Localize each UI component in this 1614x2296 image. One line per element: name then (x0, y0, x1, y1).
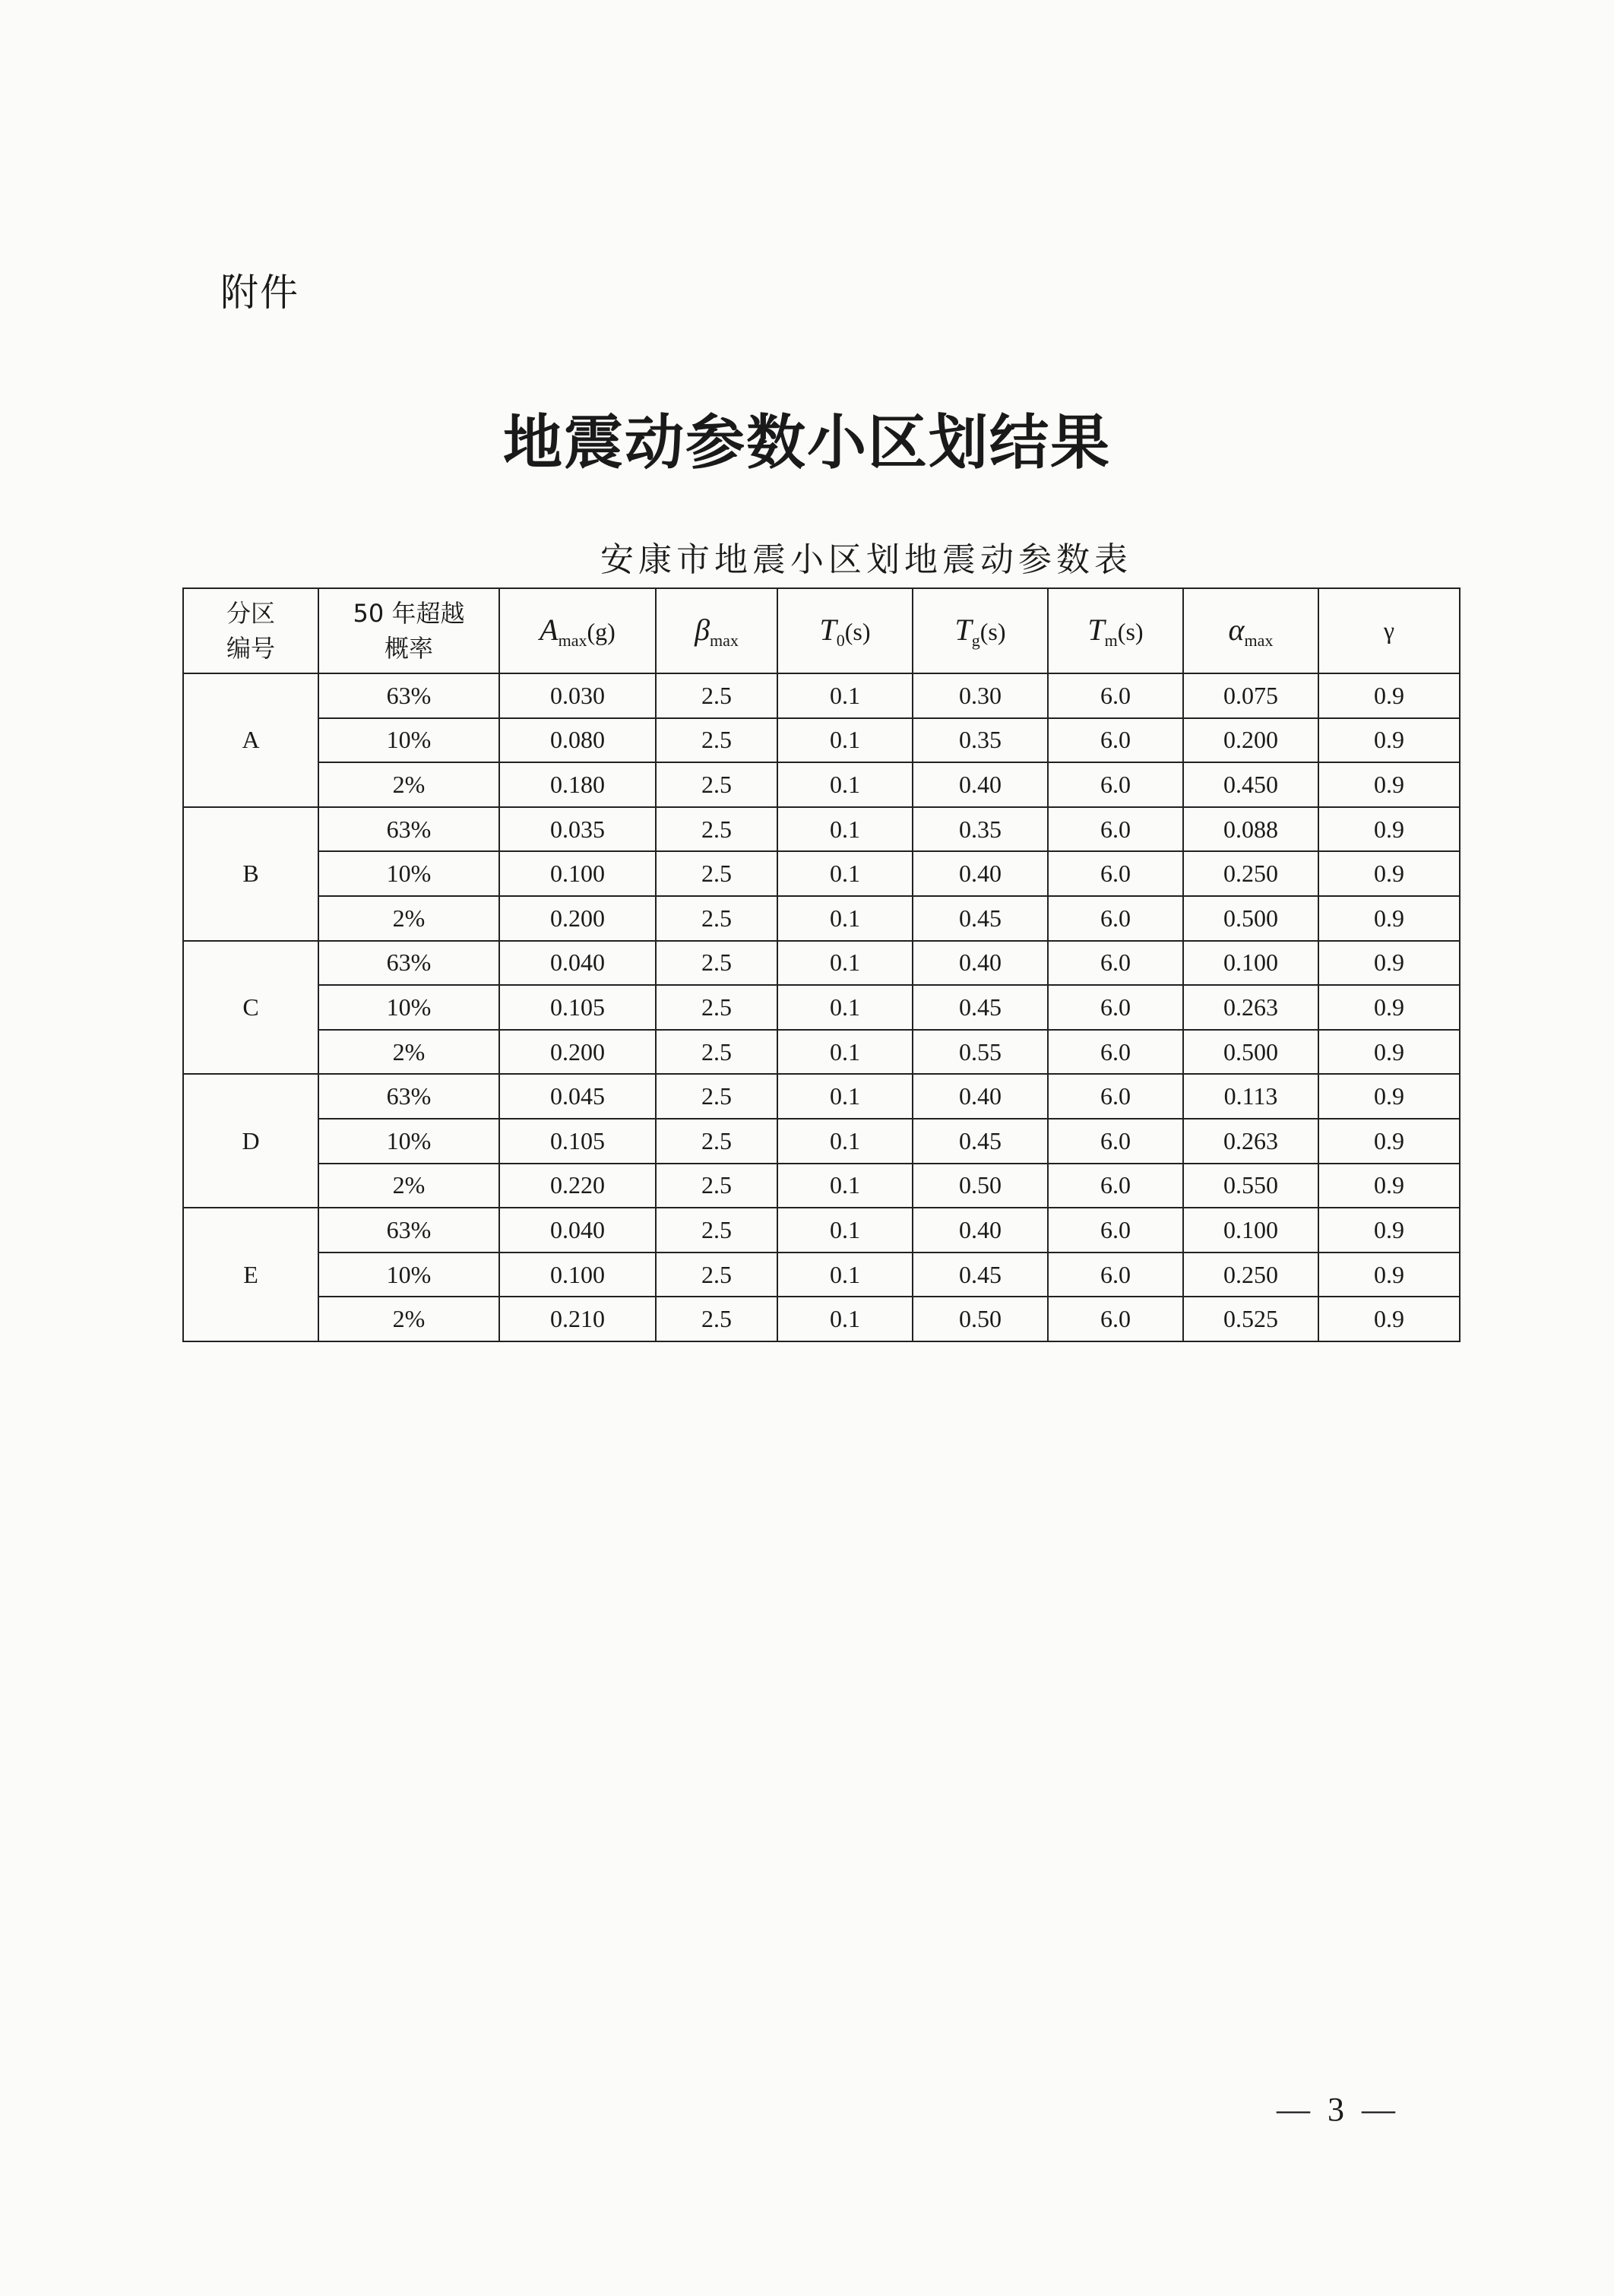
cell-t0: 0.1 (777, 851, 913, 896)
cell-prob: 10% (318, 1119, 499, 1164)
cell-prob: 2% (318, 896, 499, 941)
cell-tg: 0.40 (913, 762, 1048, 807)
page-number: — 3 — (1277, 2091, 1400, 2128)
cell-prob: 63% (318, 673, 499, 718)
cell-alpha: 0.075 (1183, 673, 1318, 718)
cell-beta: 2.5 (656, 762, 777, 807)
cell-gamma: 0.9 (1318, 807, 1460, 852)
cell-alpha: 0.100 (1183, 941, 1318, 986)
cell-amax: 0.080 (499, 718, 656, 763)
cell-amax: 0.040 (499, 941, 656, 986)
cell-alpha: 0.100 (1183, 1208, 1318, 1253)
cell-prob: 10% (318, 718, 499, 763)
cell-beta: 2.5 (656, 1253, 777, 1297)
table-body (183, 673, 1460, 1341)
cell-t0: 0.1 (777, 673, 913, 718)
cell-tg: 0.45 (913, 1253, 1048, 1297)
cell-gamma: 0.9 (1318, 1119, 1460, 1164)
cell-alpha: 0.450 (1183, 762, 1318, 807)
cell-tm: 6.0 (1048, 851, 1183, 896)
table-row (183, 941, 1460, 986)
cell-tm: 6.0 (1048, 1119, 1183, 1164)
cell-amax: 0.200 (499, 896, 656, 941)
cell-gamma: 0.9 (1318, 673, 1460, 718)
cell-tm: 6.0 (1048, 1074, 1183, 1119)
table-row (183, 1253, 1460, 1297)
cell-prob: 10% (318, 985, 499, 1030)
cell-prob: 63% (318, 1208, 499, 1253)
cell-beta: 2.5 (656, 718, 777, 763)
cell-prob: 2% (318, 762, 499, 807)
cell-gamma: 0.9 (1318, 1208, 1460, 1253)
cell-beta: 2.5 (656, 1164, 777, 1208)
cell-tm: 6.0 (1048, 762, 1183, 807)
seismic-parameter-table (182, 587, 1461, 1342)
zone-id-cell: E (183, 1208, 318, 1341)
document-title: 地震动参数小区划结果 (502, 408, 1111, 477)
cell-tg: 0.40 (913, 1208, 1048, 1253)
cell-amax: 0.210 (499, 1297, 656, 1341)
cell-tm: 6.0 (1048, 1030, 1183, 1075)
header-beta-max: $\beta_{max}$ (656, 588, 777, 673)
cell-tm: 6.0 (1048, 1164, 1183, 1208)
table-title: 安康市地震小区划地震动参数表 (600, 540, 1132, 579)
cell-prob: 63% (318, 941, 499, 986)
cell-t0: 0.1 (777, 1297, 913, 1341)
zone-id-cell: C (183, 941, 318, 1075)
cell-alpha: 0.113 (1183, 1074, 1318, 1119)
cell-gamma: 0.9 (1318, 896, 1460, 941)
cell-prob: 63% (318, 807, 499, 852)
cell-tg: 0.40 (913, 851, 1048, 896)
cell-t0: 0.1 (777, 1253, 913, 1297)
cell-prob: 63% (318, 1074, 499, 1119)
cell-tg: 0.40 (913, 1074, 1048, 1119)
table-row (183, 896, 1460, 941)
table-row (183, 1030, 1460, 1075)
cell-tm: 6.0 (1048, 941, 1183, 986)
cell-alpha: 0.500 (1183, 1030, 1318, 1075)
table-row (183, 985, 1460, 1030)
cell-t0: 0.1 (777, 1119, 913, 1164)
header-amax: $A_{max}(g)$ (499, 588, 656, 673)
cell-beta: 2.5 (656, 1208, 777, 1253)
cell-gamma: 0.9 (1318, 1253, 1460, 1297)
header-alpha-max: $\alpha_{max}$ (1183, 588, 1318, 673)
table-header-row (183, 588, 1460, 673)
cell-prob: 2% (318, 1297, 499, 1341)
cell-amax: 0.200 (499, 1030, 656, 1075)
cell-gamma: 0.9 (1318, 985, 1460, 1030)
cell-gamma: 0.9 (1318, 1074, 1460, 1119)
cell-amax: 0.045 (499, 1074, 656, 1119)
table-row (183, 851, 1460, 896)
cell-tm: 6.0 (1048, 718, 1183, 763)
cell-gamma: 0.9 (1318, 718, 1460, 763)
cell-t0: 0.1 (777, 807, 913, 852)
cell-alpha: 0.200 (1183, 718, 1318, 763)
cell-tm: 6.0 (1048, 896, 1183, 941)
cell-t0: 0.1 (777, 985, 913, 1030)
cell-tm: 6.0 (1048, 673, 1183, 718)
cell-gamma: 0.9 (1318, 851, 1460, 896)
header-gamma: γ (1318, 588, 1460, 673)
cell-amax: 0.105 (499, 1119, 656, 1164)
cell-beta: 2.5 (656, 807, 777, 852)
cell-tg: 0.35 (913, 807, 1048, 852)
table-row (183, 762, 1460, 807)
cell-tg: 0.45 (913, 985, 1048, 1030)
cell-prob: 10% (318, 1253, 499, 1297)
cell-amax: 0.100 (499, 851, 656, 896)
cell-tm: 6.0 (1048, 1253, 1183, 1297)
table-row (183, 673, 1460, 718)
cell-tm: 6.0 (1048, 985, 1183, 1030)
cell-t0: 0.1 (777, 762, 913, 807)
table-row (183, 1119, 1460, 1164)
header-exceedance-probability: 50 年超越 概率 (318, 588, 499, 673)
cell-amax: 0.035 (499, 807, 656, 852)
cell-beta: 2.5 (656, 1119, 777, 1164)
cell-t0: 0.1 (777, 718, 913, 763)
cell-gamma: 0.9 (1318, 1030, 1460, 1075)
table-row (183, 1074, 1460, 1119)
cell-prob: 2% (318, 1030, 499, 1075)
cell-amax: 0.180 (499, 762, 656, 807)
cell-gamma: 0.9 (1318, 941, 1460, 986)
cell-beta: 2.5 (656, 1030, 777, 1075)
table-row (183, 718, 1460, 763)
cell-beta: 2.5 (656, 1074, 777, 1119)
cell-tm: 6.0 (1048, 1297, 1183, 1341)
cell-t0: 0.1 (777, 941, 913, 986)
table-row (183, 1297, 1460, 1341)
header-zone: 分区 编号 (183, 588, 318, 673)
cell-tg: 0.45 (913, 1119, 1048, 1164)
cell-alpha: 0.525 (1183, 1297, 1318, 1341)
cell-beta: 2.5 (656, 1297, 777, 1341)
header-tm: $T_m(s)$ (1048, 588, 1183, 673)
cell-beta: 2.5 (656, 985, 777, 1030)
cell-tg: 0.40 (913, 941, 1048, 986)
cell-alpha: 0.250 (1183, 1253, 1318, 1297)
cell-amax: 0.040 (499, 1208, 656, 1253)
cell-alpha: 0.263 (1183, 985, 1318, 1030)
cell-amax: 0.100 (499, 1253, 656, 1297)
cell-gamma: 0.9 (1318, 762, 1460, 807)
cell-t0: 0.1 (777, 1208, 913, 1253)
cell-gamma: 0.9 (1318, 1164, 1460, 1208)
table-row (183, 807, 1460, 852)
cell-alpha: 0.500 (1183, 896, 1318, 941)
cell-t0: 0.1 (777, 896, 913, 941)
cell-alpha: 0.250 (1183, 851, 1318, 896)
cell-amax: 0.030 (499, 673, 656, 718)
zone-id-cell: D (183, 1074, 318, 1208)
cell-gamma: 0.9 (1318, 1297, 1460, 1341)
cell-t0: 0.1 (777, 1074, 913, 1119)
zone-id-cell: B (183, 807, 318, 941)
zone-id-cell: A (183, 673, 318, 807)
cell-t0: 0.1 (777, 1030, 913, 1075)
cell-tm: 6.0 (1048, 1208, 1183, 1253)
cell-tg: 0.30 (913, 673, 1048, 718)
cell-tg: 0.50 (913, 1164, 1048, 1208)
cell-alpha: 0.263 (1183, 1119, 1318, 1164)
cell-tg: 0.55 (913, 1030, 1048, 1075)
cell-tg: 0.50 (913, 1297, 1048, 1341)
cell-prob: 2% (318, 1164, 499, 1208)
cell-tm: 6.0 (1048, 807, 1183, 852)
header-tg: $T_g(s)$ (913, 588, 1048, 673)
cell-tg: 0.35 (913, 718, 1048, 763)
cell-amax: 0.105 (499, 985, 656, 1030)
cell-t0: 0.1 (777, 1164, 913, 1208)
cell-beta: 2.5 (656, 941, 777, 986)
cell-alpha: 0.550 (1183, 1164, 1318, 1208)
table-row (183, 1208, 1460, 1253)
cell-beta: 2.5 (656, 851, 777, 896)
attachment-label: 附件 (220, 271, 299, 315)
header-t0: $T_0(s)$ (777, 588, 913, 673)
cell-tg: 0.45 (913, 896, 1048, 941)
cell-beta: 2.5 (656, 896, 777, 941)
table-row (183, 1164, 1460, 1208)
cell-beta: 2.5 (656, 673, 777, 718)
cell-prob: 10% (318, 851, 499, 896)
cell-alpha: 0.088 (1183, 807, 1318, 852)
cell-amax: 0.220 (499, 1164, 656, 1208)
